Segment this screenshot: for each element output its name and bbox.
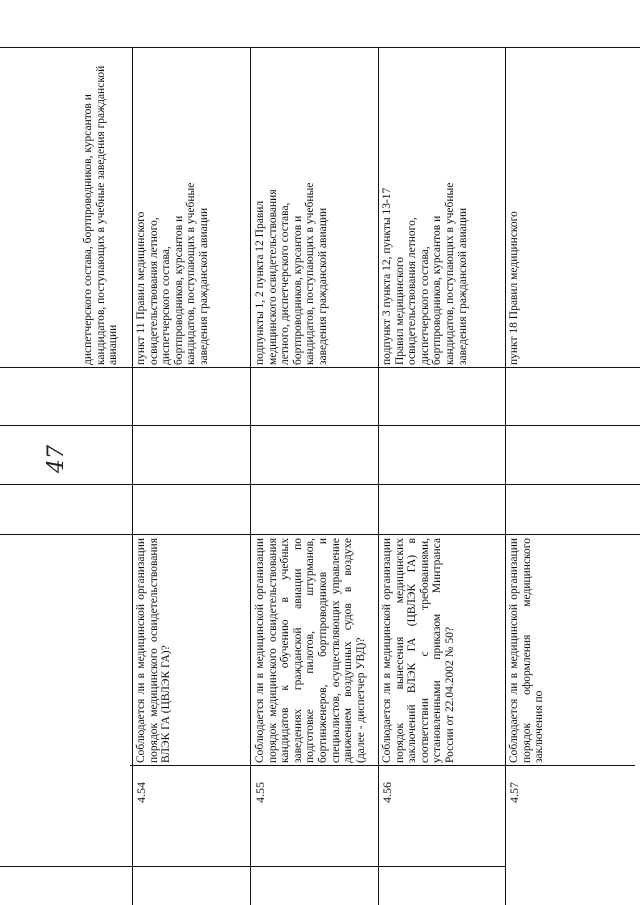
table-border-line: [0, 425, 640, 426]
table-border-line: [0, 866, 505, 867]
question-text: Соблюдается ли в медицинской организации порядок оформления медицинского заключения по: [508, 538, 546, 763]
reference-text: пункт 11 Правил медицинского освидетельствования летного, диспетчерского состава, бортпроводников, курсантов и кандидатов, поступающих в учебные заведения гражданской авиации: [135, 182, 210, 365]
question-text: Соблюдается ли в медицинской организации порядок медицинского освидетельствования кандидатов к обучению в учебных заведениях гражданской авиации по подготовке пилотов, штурманов, бортинженеров, бортпроводников и специалистов, осуществляющих управление движением воздушных судов в воздухе (далее - диспетчер УВД)?: [254, 538, 367, 763]
page-number: 47: [44, 445, 69, 473]
table-border-line: [250, 48, 251, 905]
table-border-line: [0, 534, 640, 535]
table-border-line: [0, 47, 640, 48]
row-number: 4.54: [134, 782, 148, 803]
table-row: [82, 53, 136, 365]
table-border-line: [378, 48, 379, 905]
reference-text: подпункты 1, 2 пункта 12 Правил медицинского освидетельствования летного, диспетчерского состава, бортпроводников, курсантов и кандидатов, поступающих в учебные заведения гражданской авиации: [254, 182, 329, 365]
reference-text: пункт 18 Правил медицинского: [508, 211, 520, 365]
table-border-line: [0, 367, 640, 368]
table-border-line: [0, 484, 640, 485]
row-number: 4.56: [380, 782, 394, 803]
question-text: Соблюдается ли в медицинской организации порядок медицинского освидетельствования ВЛЭК ГА (ЦВЛЭК ГА)?: [135, 538, 173, 763]
table-border-line: [505, 48, 506, 905]
row-number: 4.57: [507, 782, 521, 803]
reference-text: подпункт 3 пункта 12, пункты 13-17 Правил медицинского освидетельствования летного, диспетчерского состава, бортпроводников, курсантов и кандидатов, поступающих в учебные заведения гражданской авиации: [381, 182, 469, 365]
reference-text: диспетчерского состава, бортпроводников, курсантов и кандидатов, поступающих в учебные заведения гражданской авиации: [82, 65, 120, 365]
question-text: Соблюдается ли в медицинской организации порядок вынесения медицинских заключений ВЛЭК ГА (ЦВЛЭК ГА) в соответствии с требованиями, установленными приказом Минтранса России от 22.04.2002 № 50?: [381, 538, 456, 763]
row-number: 4.55: [253, 782, 267, 803]
table-border-line: [130, 765, 635, 766]
